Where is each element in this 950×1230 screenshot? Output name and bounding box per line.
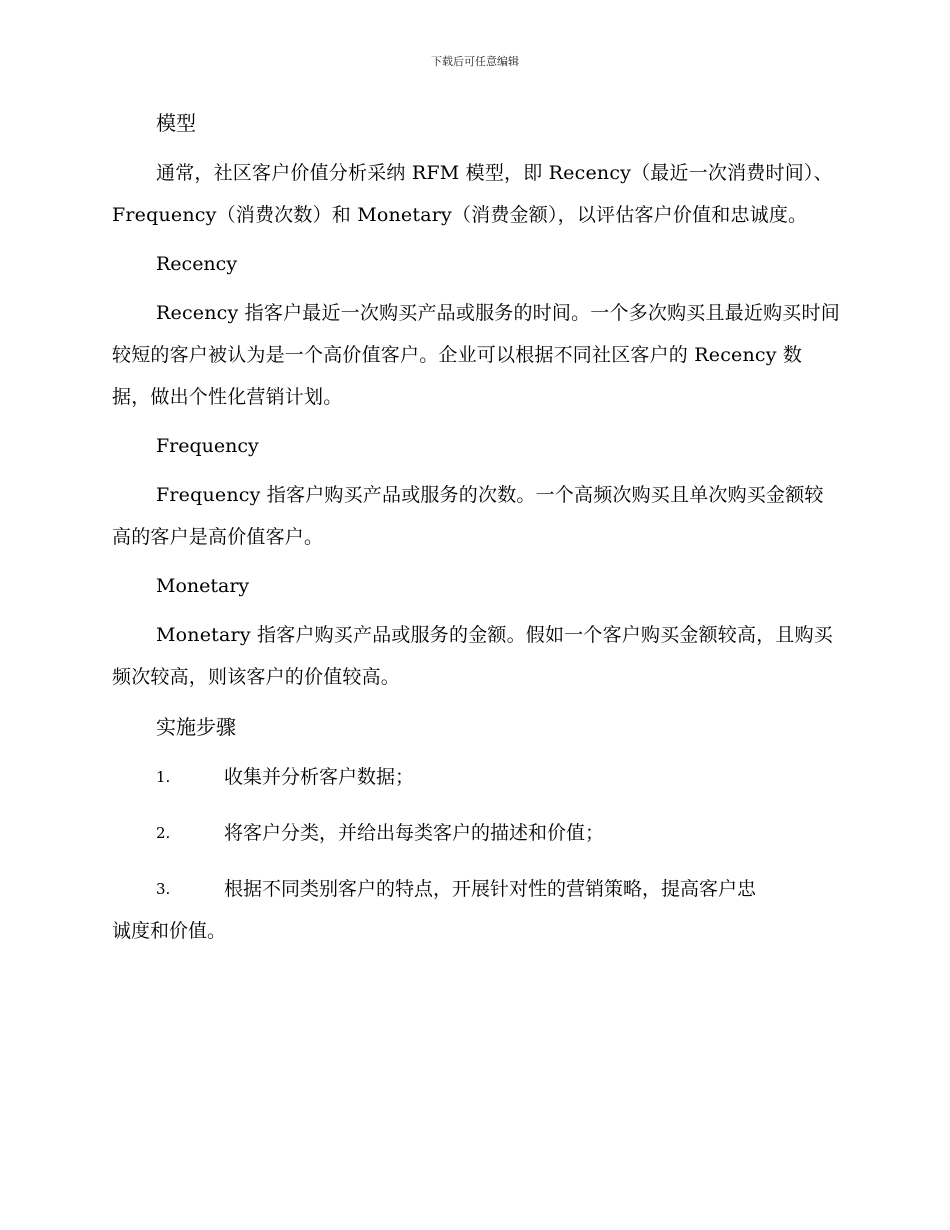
spacer — [112, 600, 840, 614]
header-note: 下载后可任意编辑 — [431, 55, 519, 68]
section-heading-monetary: Monetary — [156, 575, 250, 597]
list-item-text: 收集并分析客户数据； — [224, 766, 415, 788]
paragraph-monetary: Monetary 指客户购买产品或服务的金额。假如一个客户购买金额较高，且购买频次较高，则该客户的价值较高。 — [112, 624, 833, 688]
spacer — [112, 698, 840, 712]
list-item-number: 2. — [156, 824, 171, 842]
spacer — [112, 236, 840, 250]
spacer — [112, 558, 840, 572]
list-item-text-line-1: 根据不同类别客户的特点，开展针对性的营销策略，提高客户忠 — [224, 878, 757, 900]
spacer — [112, 460, 840, 474]
section-heading-recency: Recency — [156, 253, 238, 275]
spacer — [112, 742, 840, 756]
section-heading-frequency: Frequency — [156, 435, 259, 457]
list-item-step-2 — [112, 812, 840, 854]
document-body — [112, 108, 840, 952]
list-item-number: 3. — [156, 880, 171, 898]
list-item-step-3 — [112, 868, 840, 952]
section-heading-model: 模型 — [156, 111, 196, 135]
list-item-text-line-2: 诚度和价值。 — [112, 920, 227, 942]
spacer — [112, 138, 840, 152]
paragraph-recency: Recency 指客户最近一次购买产品或服务的时间。一个多次购买且最近购买时间较短的客户被认为是一个高价值客户。企业可以根据不同社区客户的 Recency 数据，做出个性化营销计划。 — [112, 302, 840, 408]
spacer — [112, 278, 840, 292]
section-heading-steps: 实施步骤 — [156, 715, 236, 739]
list-item-text: 将客户分类，并给出每类客户的描述和价值； — [224, 822, 605, 844]
spacer — [112, 854, 840, 868]
paragraph-frequency: Frequency 指客户购买产品或服务的次数。一个高频次购买且单次购买金额较高的客户是高价值客户。 — [112, 484, 824, 548]
spacer — [112, 798, 840, 812]
paragraph-model-intro: 通常，社区客户价值分析采纳 RFM 模型，即 Recency（最近一次消费时间）、Frequency（消费次数）和 Monetary（消费金额），以评估客户价值和忠诚度。 — [112, 162, 833, 226]
list-item-step-1 — [112, 756, 840, 798]
list-item-number: 1. — [156, 768, 171, 786]
spacer — [112, 418, 840, 432]
